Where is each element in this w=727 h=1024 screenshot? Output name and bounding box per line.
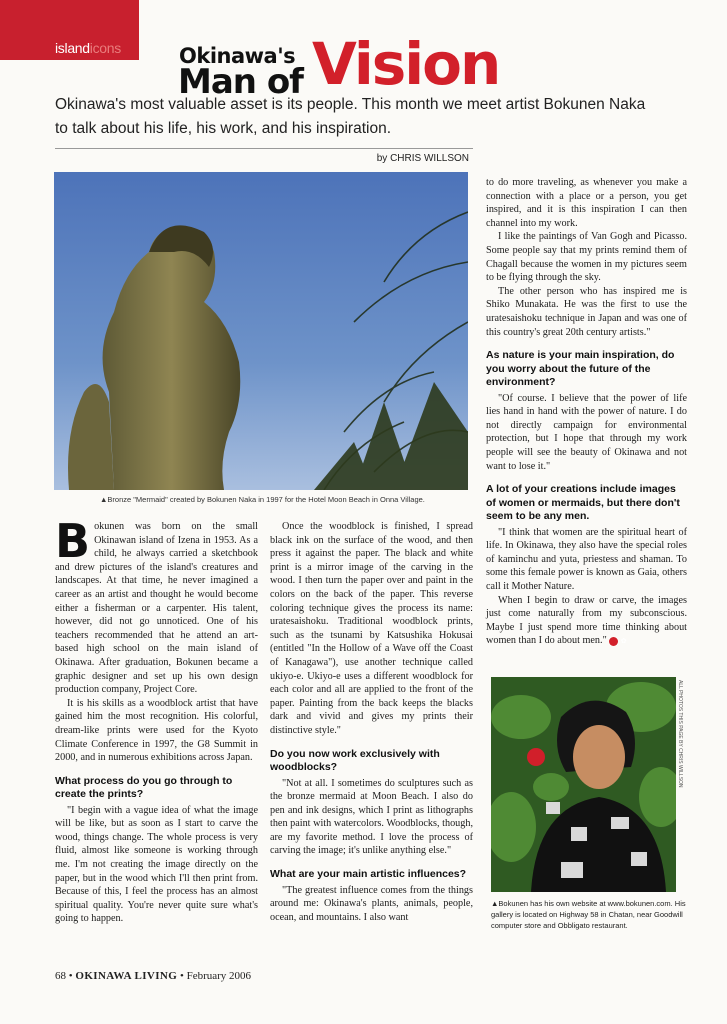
photo-caption: ▲Bronze "Mermaid" created by Bokunen Naka in 1997 for the Hotel Moon Beach in Onna Village. [100,495,425,504]
article-dek: Okinawa's most valuable asset is its people. This month we meet artist Bokunen Naka to talk about his life, his work, and his inspiration. [55,96,646,137]
issue-date: February 2006 [186,970,252,982]
mermaid-statue-photo [54,172,468,490]
interview-question: What are your main artistic influences? [270,868,467,881]
section-label [55,40,121,56]
title-line-1: Okinawa's [179,44,296,68]
body-paragraph: Once the woodblock is finished, I spread black ink on the surface of the wood, and then press it against the paper. The black and white print is a mirror image of the carving in the wood. I then turn the paper over and paint in the colors on the back of the paper. This reverse coloring technique gives the process its name: uratesaishoku. Traditional woodblock prints, such as the tsunami by Katsushika Hokusai (entitled "In the Hollow of a Wave off the Coast of Kanagawa"), use another technique called ukiyo-e. Ukiyo-e uses a different woodblock for each color and all are applied to the front of the paper. Painting from the back keeps the blacks dark and vivid and gives my prints their distinctive style." [270,521,473,736]
interview-question: What process do you go through to create the prints? [55,774,233,801]
interview-question: Do you now work exclusively with woodblocks? [270,747,440,773]
body-paragraph [486,594,687,648]
body-paragraph: It is his skills as a woodblock artist that have gained him the most recognition. His colorful, dream-like prints were used for the Kyoto Climate Conference in 1997, the G8 Summit in 2000, and in numerous exhibitions across Japan. [55,697,258,764]
body-paragraph: "Of course. I believe that the power of life lies hand in hand with the power of nature. I do not directly campaign for environmental protection, but I hope that through my work people will see the beauty of Okinawa and not want to lose it." [486,392,687,472]
article-column-2 [270,520,473,924]
header-divider [55,148,473,149]
section-word-2: icons [89,40,121,56]
page-number: 68 [55,970,66,982]
end-mark-icon: ✿ [609,637,618,646]
body-paragraph: "I begin with a vague idea of what the image will be like, but as soon as I start to carve the wood, things change. The whole process is very fluid, almost like someone is working through me. I'm not creating the image directly on the paper, but in the wood which I'll then print from. Because of this, I feel the process has an almost spiritual quality. You're never quite sure what's going to happen. [55,804,258,925]
title-line-2: Man of [178,62,303,102]
drop-cap: B [55,514,91,568]
body-paragraph: okunen was born on the small Okinawan island of Izena in 1953. As a child, he always carried a sketchbook and drew pictures of the island's creatures and landscapes. At that time, he never imagined a career as an artist and thought he would become either a fisherman or a carpenter. His talent, however, did not go unnoticed. One of his teachers recommended that he attend an art-based high school on the main island of Okinawa. After graduation, Bokunen became a graphic designer and set up his own design production company, Project Core. [55,521,258,696]
photo-credit: ALL PHOTOS THIS PAGE BY CHRIS WILLSON [677,680,683,788]
magazine-name: OKINAWA LIVING [75,970,178,982]
portrait-caption: ▲Bokunen has his own website at www.bokunen.com. His gallery is located on Highway 58 in Chatan, near Goodwill computer store and Obbligato restaurant. [491,899,686,930]
artist-portrait-photo [491,677,676,892]
page-footer: 68 • OKINAWA LIVING • February 2006 [55,970,252,982]
article-column-1 [55,514,258,926]
body-paragraph: to do more traveling, as whenever you make a connection with a place or a person, you get inspired, and it is this inspiration I can then channel into my work. [486,177,687,229]
body-paragraph: The other person who has inspired me is Shiko Munakata. He was the first to use the uratesaishoku technique in Japan and was one of this country's great 20th century artists." [486,285,687,338]
article-column-3 [486,176,687,648]
body-paragraph: "I think that women are the spiritual heart of life. In Okinawa, they also have the special roles of kaminchu and yuta, priestess and shaman. To some this female power is known as Gaia, others call it Mother Nature. [486,526,687,593]
section-word-1: island [55,40,90,56]
interview-question: A lot of your creations include images of women or mermaids, but there don't seem to be any men. [486,483,680,523]
body-paragraph: I like the paintings of Van Gogh and Picasso. Some people say that my prints remind them of Chagall because the women in my pictures seem to be flying through the sky. [486,231,687,284]
body-paragraph: "Not at all. I sometimes do sculptures such as the bronze mermaid at Moon Beach. I also do pen and ink designs, which I print as lithographs then paint with watercolors. Woodblocks, though, are my favorite method. I love the process of carving the image; it's unlike anything else." [270,777,473,857]
interview-question: As nature is your main inspiration, do you worry about the future of the environment? [486,349,675,389]
byline: by CHRIS WILLSON [376,153,469,164]
closing-paragraph-text: When I begin to draw or carve, the images just come naturally from my subconscious. Maybe I just spend more time thinking about women than I do about men." [486,594,687,647]
title-main-word: Vision [312,30,500,98]
body-paragraph: "The greatest influence comes from the things around me: Okinawa's plants, animals, people, ocean, and mountains. I also want [270,884,473,923]
section-tab [0,0,139,60]
